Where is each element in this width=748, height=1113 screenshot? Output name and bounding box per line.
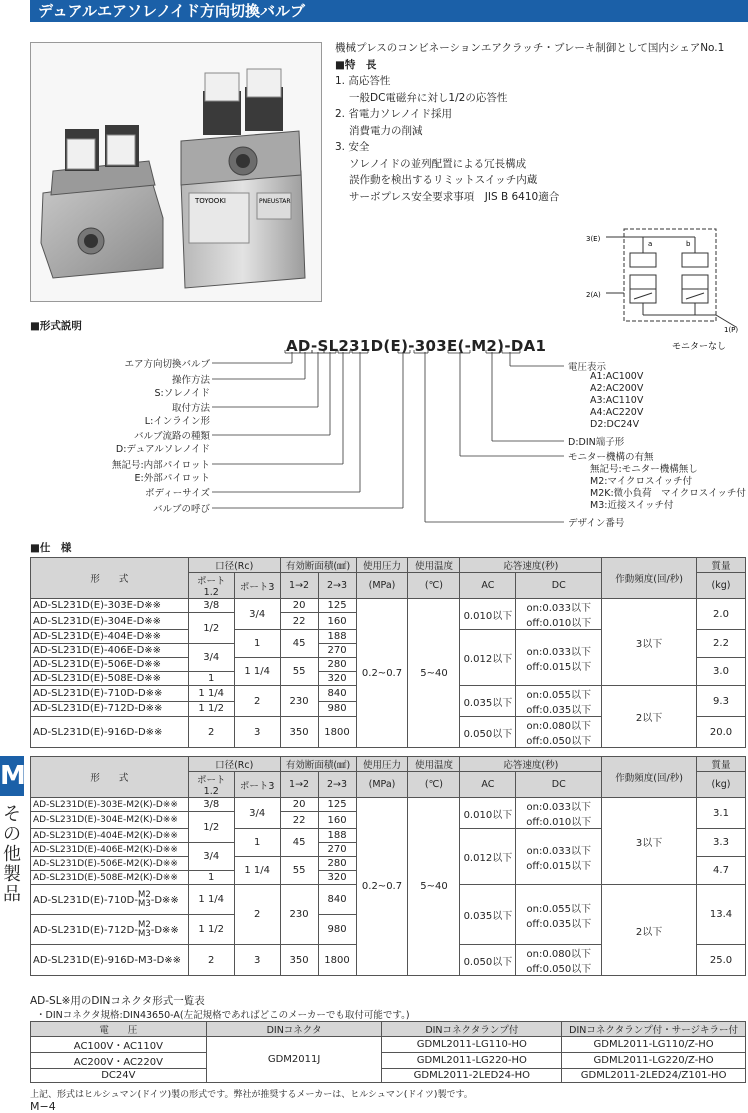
model-cell: AD-SL231D(E)-508E-M2(K)-D※※ [31, 871, 189, 885]
port-1p-label: 1(P) [724, 326, 739, 334]
table-row [31, 1069, 746, 1083]
port12-cell: 3/4 [188, 843, 234, 871]
valve-schematic [586, 225, 746, 353]
th-mass: 質量 [696, 558, 745, 573]
a23-cell: 160 [318, 812, 356, 829]
th-freq: 作動頻度(回/秒) [602, 757, 697, 798]
temp-cell: 5~40 [408, 798, 460, 976]
feature-line: 3. 安全 [335, 141, 370, 153]
model-cell: AD-SL231D(E)-303E-D※※ [31, 599, 189, 613]
feature-line: 2. 省電力ソレノイド採用 [335, 108, 452, 120]
th-port12: ポート1.2 [188, 573, 234, 599]
model-cell: AD-SL231D(E)-404E-D※※ [31, 630, 189, 644]
a12-cell: 45 [280, 829, 318, 857]
dc-off: off:0.015以下 [526, 860, 592, 872]
port3-cell: 1 [234, 829, 280, 857]
freq-cell: 3以下 [602, 798, 697, 885]
a23-cell: 270 [318, 843, 356, 857]
a23-cell: 1800 [318, 945, 356, 976]
th-mass: 質量 [696, 757, 745, 772]
freq-cell: 2以下 [602, 686, 697, 748]
th-ac: AC [460, 573, 516, 599]
model-cell: AD-SL231D(E)-404E-M2(K)-D※※ [31, 829, 189, 843]
th-a12: 1→2 [280, 573, 318, 599]
a12-cell: 22 [280, 812, 318, 829]
din-th-voltage: 電 圧 [31, 1022, 207, 1037]
model-left-label: L:インライン形 [144, 416, 210, 427]
model-right-label: A1:AC100V [590, 371, 644, 382]
feature-line: 1. 高応答性 [335, 75, 391, 87]
port12-cell: 1 1/2 [188, 701, 234, 717]
section-tab-m: M [0, 756, 24, 796]
dc-on: on:0.033以下 [526, 845, 591, 857]
sol-a-label: a [648, 240, 653, 248]
dc-on: on:0.055以下 [526, 690, 591, 701]
mass-cell: 9.3 [696, 686, 745, 717]
dc-cell [516, 599, 602, 630]
th-mass-unit: (kg) [696, 573, 745, 599]
dc-cell [516, 686, 602, 717]
spec-heading: ■仕 様 [30, 542, 72, 554]
model-left-label: D:デュアルソレノイド [115, 444, 210, 455]
din-lamp-surge-cell: GDML2011-2LED24/Z101-HO [562, 1069, 746, 1083]
ac-cell: 0.035以下 [460, 885, 516, 945]
model-cell: AD-SL231D(E)-304E-M2(K)-D※※ [31, 812, 189, 829]
th-temp: 使用温度 [408, 558, 460, 573]
model-right-label: モニター機構の有無 [568, 452, 654, 463]
th-a23: 2→3 [318, 573, 356, 599]
dc-off: off:0.010以下 [526, 817, 592, 828]
dc-off: off:0.050以下 [526, 736, 592, 747]
din-lamp-cell: GDML2011-LG220-HO [382, 1053, 562, 1069]
mass-cell: 4.7 [696, 857, 745, 885]
model-option-stack [138, 891, 151, 909]
model-right-label: M2K:微小負荷 マイクロスイッチ付 [590, 488, 746, 499]
dc-on: on:0.080以下 [526, 949, 591, 960]
model-right-label: D2:DC24V [590, 419, 640, 430]
a23-cell: 980 [318, 915, 356, 945]
a12-cell: 45 [280, 630, 318, 658]
din-connector-table [30, 1021, 746, 1083]
th-temp-unit: (℃) [408, 573, 460, 599]
dc-cell [516, 885, 602, 945]
mass-cell: 13.4 [696, 885, 745, 945]
port3-cell: 3/4 [234, 599, 280, 630]
model-option-m2: M2 [137, 919, 151, 930]
port12-cell: 1/2 [188, 812, 234, 843]
model-suffix: -D※※ [150, 894, 179, 906]
ac-cell: 0.050以下 [460, 945, 516, 976]
th-pressure-unit: (MPa) [356, 772, 408, 798]
port12-cell: 1 [188, 672, 234, 686]
model-option-m2: M2 [137, 889, 151, 900]
model-cell [31, 885, 189, 915]
a12-cell: 55 [280, 857, 318, 885]
din-th-lamp-surge: DINコネクタランプ付・サージキラー付 [562, 1022, 746, 1037]
port12-cell: 1 1/4 [188, 686, 234, 702]
model-cell: AD-SL231D(E)-916D-M3-D※※ [31, 945, 189, 976]
din-lamp-surge-cell: GDML2011-LG220/Z-HO [562, 1053, 746, 1069]
feature-line: ソレノイドの並列配置による冗長構成 [349, 157, 527, 170]
port3-cell: 2 [234, 686, 280, 717]
model-cell: AD-SL231D(E)-506E-D※※ [31, 658, 189, 672]
schematic-caption: モニターなし [672, 342, 727, 352]
feature-line: 一般DC電磁弁に対し1/2の応答性 [349, 91, 508, 104]
model-prefix: AD-SL231D(E)-710D- [33, 894, 138, 906]
a23-cell: 188 [318, 630, 356, 644]
model-left-label: エア方向切換バルブ [124, 359, 210, 370]
pressure-cell: 0.2~0.7 [356, 599, 408, 748]
ac-cell: 0.010以下 [460, 798, 516, 829]
intro-text [335, 40, 745, 205]
model-cell: AD-SL231D(E)-506E-M2(K)-D※※ [31, 857, 189, 871]
a23-cell: 320 [318, 871, 356, 885]
din-voltage-cell: AC200V・AC220V [31, 1053, 207, 1069]
spec-table-standard [30, 557, 746, 748]
model-option-m3: M3 [137, 898, 151, 909]
model-option-stack [138, 921, 151, 939]
title-bar [30, 0, 748, 22]
dc-on: on:0.080以下 [526, 721, 591, 732]
mass-cell: 3.3 [696, 829, 745, 857]
mass-cell: 2.2 [696, 630, 745, 658]
th-port3: ポート3 [234, 772, 280, 798]
port12-cell: 2 [188, 945, 234, 976]
port12-cell: 2 [188, 717, 234, 748]
dc-cell [516, 798, 602, 829]
th-model: 形 式 [31, 757, 189, 798]
table-row [31, 599, 746, 613]
th-area: 有効断面積(㎟) [280, 558, 356, 573]
section-side-label: そ の 他 製 品 [3, 804, 21, 905]
mass-cell: 25.0 [696, 945, 745, 976]
model-code: AD-SL231D(E)-303E(-M2)-DA1 [286, 337, 547, 355]
dc-on: on:0.055以下 [526, 903, 591, 915]
model-section-heading: ■形式説明 [30, 320, 82, 332]
page-title: デュアルエアソレノイド方向切換バルブ [38, 2, 306, 20]
model-cell [31, 915, 189, 945]
a23-cell: 188 [318, 829, 356, 843]
port3-cell: 3 [234, 717, 280, 748]
model-left-label: 無記号:内部パイロット [111, 460, 210, 471]
port3-cell: 1 1/4 [234, 857, 280, 885]
a23-cell: 280 [318, 658, 356, 672]
th-temp-unit: (℃) [408, 772, 460, 798]
din-subheading: ・DINコネクタ規格:DIN43650-A(左記規格であればどこのメーカーでも取付可能です。) [36, 1010, 410, 1021]
model-right-label: A2:AC200V [590, 383, 644, 394]
model-right-label: 電圧表示 [568, 362, 607, 373]
ac-cell: 0.012以下 [460, 630, 516, 686]
dc-on: on:0.033以下 [526, 603, 591, 614]
freq-cell: 3以下 [602, 599, 697, 686]
model-left-label: 取付方法 [171, 403, 210, 414]
a23-cell: 270 [318, 644, 356, 658]
din-lamp-cell: GDML2011-LG110-HO [382, 1037, 562, 1053]
model-cell: AD-SL231D(E)-712D-D※※ [31, 701, 189, 717]
a12-cell: 55 [280, 658, 318, 686]
model-code-diagram [0, 350, 748, 535]
th-a23: 2→3 [318, 772, 356, 798]
model-prefix: AD-SL231D(E)-712D- [33, 924, 138, 936]
dc-off: off:0.010以下 [526, 618, 592, 629]
model-suffix: -D※※ [150, 924, 179, 936]
port-3e-label: 3(E) [586, 235, 601, 243]
sol-b-label: b [686, 240, 691, 248]
a23-cell: 125 [318, 599, 356, 613]
din-connector-cell: GDM2011J [206, 1037, 382, 1083]
model-left-label: ボディーサイズ [145, 488, 210, 499]
th-a12: 1→2 [280, 772, 318, 798]
model-left-label: バルブ流路の種類 [133, 431, 210, 442]
a12-cell: 22 [280, 613, 318, 630]
model-cell: AD-SL231D(E)-508E-D※※ [31, 672, 189, 686]
th-dc: DC [516, 573, 602, 599]
table-row [31, 1053, 746, 1069]
a23-cell: 840 [318, 686, 356, 702]
model-right-label: M3:近接スイッチ付 [590, 500, 674, 511]
model-cell: AD-SL231D(E)-406E-M2(K)-D※※ [31, 843, 189, 857]
model-right-label: M2:マイクロスイッチ付 [590, 476, 693, 487]
a23-cell: 280 [318, 857, 356, 871]
port12-cell: 3/8 [188, 599, 234, 613]
model-left-label: 操作方法 [171, 375, 210, 386]
product-photo [30, 42, 322, 302]
mass-cell: 20.0 [696, 717, 745, 748]
ac-cell: 0.012以下 [460, 829, 516, 885]
din-note: 上記、形式はヒルシュマン(ドイツ)製の形式です。弊社が推奨するメーカーは、ヒルシュマン(ドイツ)製です。 [30, 1090, 473, 1100]
a12-cell: 20 [280, 599, 318, 613]
port12-cell: 1 1/2 [188, 915, 234, 945]
port-2a-label: 2(A) [586, 291, 601, 299]
model-cell: AD-SL231D(E)-304E-D※※ [31, 613, 189, 630]
th-ac: AC [460, 772, 516, 798]
ac-cell: 0.050以下 [460, 717, 516, 748]
dc-on: on:0.033以下 [526, 646, 591, 658]
model-left-label: バルブの呼び [152, 504, 210, 515]
features-heading: ■特 長 [335, 58, 377, 71]
model-cell: AD-SL231D(E)-406E-D※※ [31, 644, 189, 658]
dc-cell [516, 829, 602, 885]
features-list [335, 73, 745, 205]
din-lamp-surge-cell: GDML2011-LG110/Z-HO [562, 1037, 746, 1053]
th-port: 口径(Rc) [188, 757, 280, 772]
th-model: 形 式 [31, 558, 189, 599]
model-right-label: D:DIN端子形 [568, 437, 625, 448]
th-port3: ポート3 [234, 573, 280, 599]
ac-cell: 0.010以下 [460, 599, 516, 630]
dc-cell [516, 945, 602, 976]
port12-cell: 3/8 [188, 798, 234, 812]
ac-cell: 0.035以下 [460, 686, 516, 717]
table-row [31, 1037, 746, 1053]
port12-cell: 1 1/4 [188, 885, 234, 915]
a23-cell: 320 [318, 672, 356, 686]
th-port: 口径(Rc) [188, 558, 280, 573]
model-cell: AD-SL231D(E)-710D-D※※ [31, 686, 189, 702]
mass-cell: 2.0 [696, 599, 745, 630]
a12-cell: 20 [280, 798, 318, 812]
port3-cell: 3/4 [234, 798, 280, 829]
th-temp: 使用温度 [408, 757, 460, 772]
pressure-cell: 0.2~0.7 [356, 798, 408, 976]
a12-cell: 350 [280, 717, 318, 748]
din-heading: AD-SL※用のDINコネクタ形式一覧表 [30, 995, 205, 1007]
brand-label-toyooki: TOYOOKI [195, 197, 226, 205]
th-area: 有効断面積(㎟) [280, 757, 356, 772]
valve-illustration [31, 43, 321, 301]
port3-cell: 1 [234, 630, 280, 658]
temp-cell: 5~40 [408, 599, 460, 748]
port12-cell: 1/2 [188, 613, 234, 644]
dc-off: off:0.050以下 [526, 964, 592, 975]
model-cell: AD-SL231D(E)-916D-D※※ [31, 717, 189, 748]
port3-cell: 3 [234, 945, 280, 976]
feature-line: 誤作動を検出するリミットスイッチ内蔵 [349, 174, 538, 186]
model-right-label: 無記号:モニター機構無し [590, 464, 698, 475]
th-port12: ポート1.2 [188, 772, 234, 798]
spec-table-monitor [30, 756, 746, 976]
model-option-m3: M3 [137, 928, 151, 939]
th-resp: 応答速度(秒) [460, 558, 602, 573]
table-row [31, 798, 746, 812]
model-right-label: A3:AC110V [590, 395, 644, 406]
dc-off: off:0.035以下 [526, 918, 592, 930]
th-pressure-unit: (MPa) [356, 573, 408, 599]
model-left-label: S:ソレノイド [154, 388, 210, 399]
th-pressure: 使用圧力 [356, 558, 408, 573]
a23-cell: 980 [318, 701, 356, 717]
feature-line: サーボプレス安全要求事項 JIS B 6410適合 [349, 190, 560, 203]
a12-cell: 230 [280, 686, 318, 717]
a12-cell: 230 [280, 885, 318, 945]
din-voltage-cell: DC24V [31, 1069, 207, 1083]
model-right-label: A4:AC220V [590, 407, 644, 418]
model-cell: AD-SL231D(E)-303E-M2(K)-D※※ [31, 798, 189, 812]
th-freq: 作動頻度(回/秒) [602, 558, 697, 599]
a23-cell: 125 [318, 798, 356, 812]
mass-cell: 3.0 [696, 658, 745, 686]
port12-cell: 3/4 [188, 644, 234, 672]
a23-cell: 840 [318, 885, 356, 915]
dc-on: on:0.033以下 [526, 802, 591, 813]
freq-cell: 2以下 [602, 885, 697, 976]
port3-cell: 1 1/4 [234, 658, 280, 686]
th-resp: 応答速度(秒) [460, 757, 602, 772]
din-th-connector: DINコネクタ [206, 1022, 382, 1037]
brand-label-pneustar: PNEUSTAR [259, 198, 291, 205]
model-right-label: デザイン番号 [568, 518, 625, 529]
feature-line: 消費電力の削減 [349, 124, 423, 137]
a23-cell: 160 [318, 613, 356, 630]
mass-cell: 3.1 [696, 798, 745, 829]
port3-cell: 2 [234, 885, 280, 945]
a12-cell: 350 [280, 945, 318, 976]
th-dc: DC [516, 772, 602, 798]
dc-cell [516, 717, 602, 748]
dc-off: off:0.035以下 [526, 705, 592, 716]
model-left-label: E:外部パイロット [134, 473, 210, 484]
din-lamp-cell: GDML2011-2LED24-HO [382, 1069, 562, 1083]
th-pressure: 使用圧力 [356, 757, 408, 772]
intro-lead: 機械プレスのコンビネーションエアクラッチ・ブレーキ制御として国内シェアNo.1 [335, 42, 725, 54]
dc-off: off:0.015以下 [526, 661, 592, 673]
th-mass-unit: (kg) [696, 772, 745, 798]
din-voltage-cell: AC100V・AC110V [31, 1037, 207, 1053]
dc-cell [516, 630, 602, 686]
din-th-lamp: DINコネクタランプ付 [382, 1022, 562, 1037]
a23-cell: 1800 [318, 717, 356, 748]
page-number: M−4 [30, 1100, 56, 1113]
port12-cell: 1 [188, 871, 234, 885]
